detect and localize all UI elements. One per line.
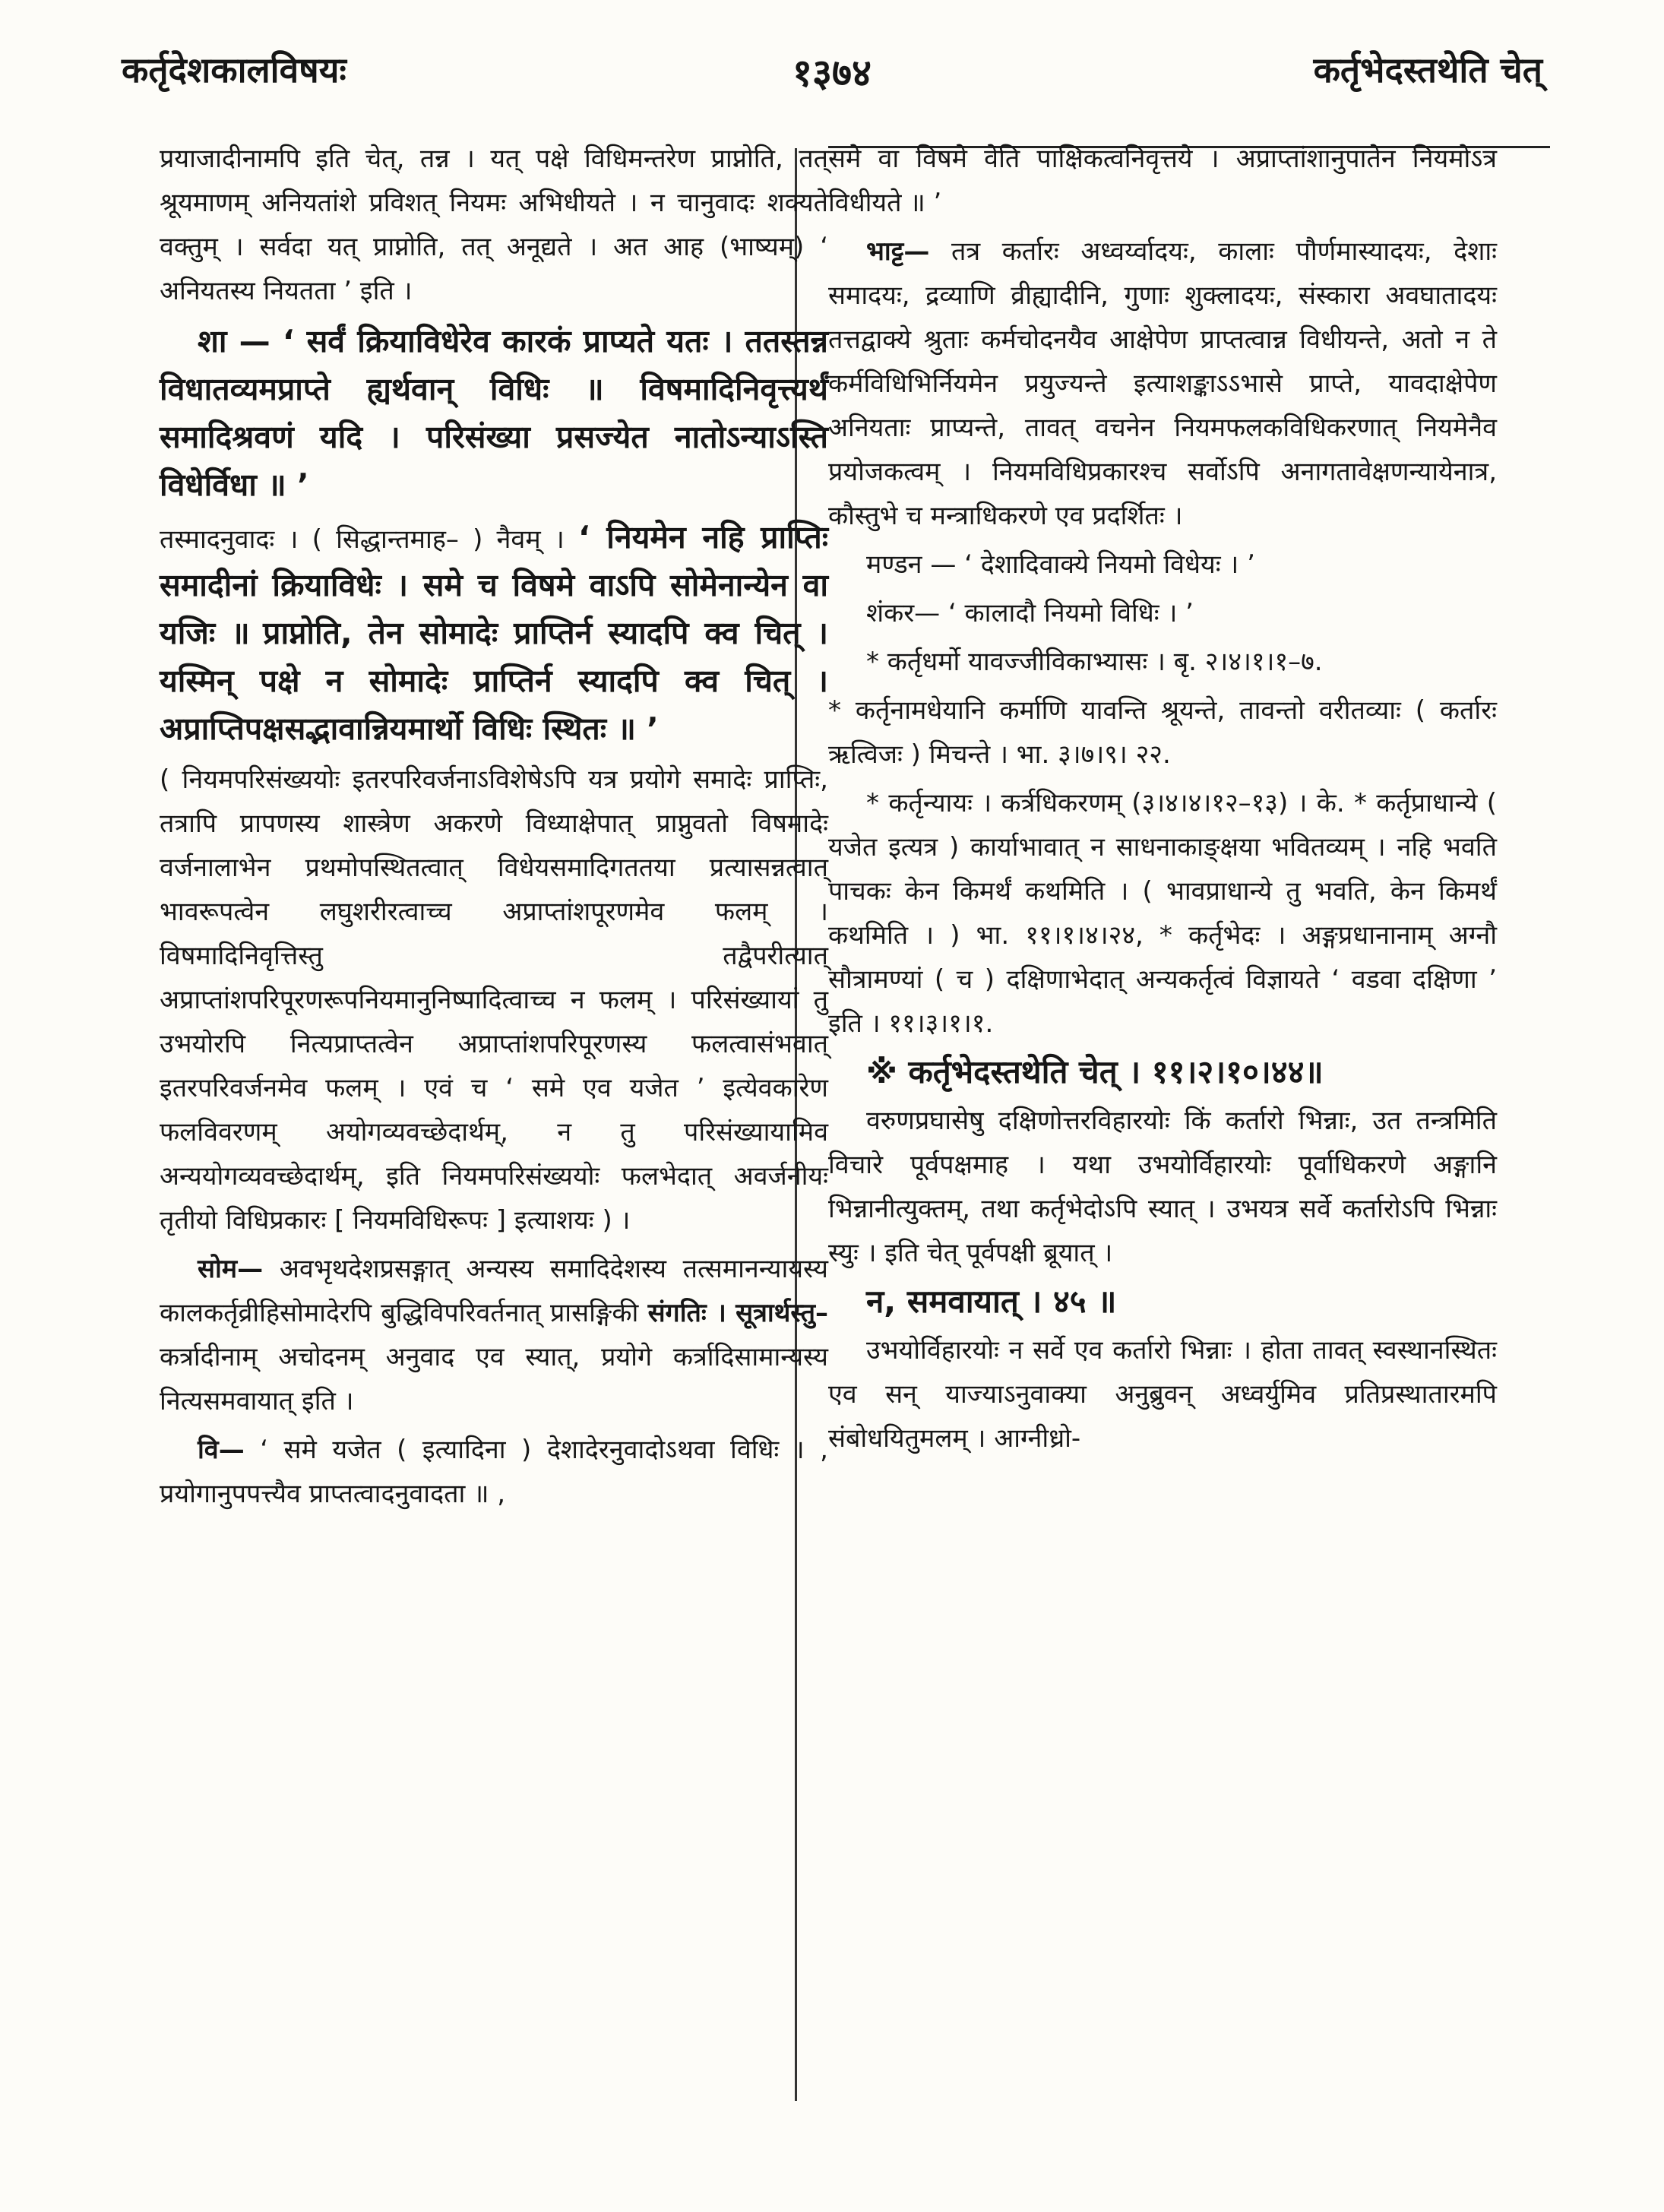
entry: * कर्तृधर्मो यावज्जीविकाभ्यासः । बृ. २।४।१।१–७.	[866, 647, 1323, 677]
verse-label: शा —	[198, 323, 270, 359]
section-label: भाट्ट—	[866, 236, 930, 267]
quote-line: मण्डन — ‘ देशादिवाक्ये नियमो विधेयः । ’	[866, 549, 1255, 580]
paragraph	[160, 1428, 828, 1516]
text-span: तस्मादनुवादः । ( सिद्धान्तमाह– ) नैवम् ।	[160, 524, 565, 555]
sutra-heading: ※ कर्तृभेदस्तथेति चेत् । ११।२।१०।४४॥	[866, 1053, 1324, 1090]
page-header	[114, 30, 1550, 114]
text-span: संगतिः ।	[647, 1298, 726, 1328]
paragraph: उभयोर्विहारयोः न सर्वे एव कर्तारो भिन्नाः । होता तावत् स्वस्थानस्थितः एव सन् याज्याऽनुवाक्या अनुब्रुवन् अध्वर्युमिव प्रतिप्रस्थातारमपि संबोधयितुमलम् । आग्नीध्रो-	[828, 1335, 1497, 1454]
verse-text: ‘ सर्वं क्रियाविधेरेव कारकं प्राप्यते यतः । ततस्तन्न विधातव्यमप्राप्ते ह्यर्थवान् विधिः ॥ विषमादिनिवृत्त्यर्थं समादिश्रवणं यदि । परिसंख्या प्रसज्येत नातोऽन्याऽस्ति विधेर्विधा ॥ ’	[160, 323, 828, 503]
text-span: अवभृथदेशप्रसङ्गात् अन्यस्य समादिदेशस्य तत्समानन्यायस्य कालकर्तृव्रीहिसोमादेरपि बुद्धिविपरिवर्तनात् प्रासङ्गिकी	[160, 1254, 828, 1328]
text-span: कर्त्रादीनाम् अचोदनम् अनुवाद एव स्यात्, प्रयोगे कर्त्रादिसामान्यस्य नित्यसमवायात् इति ।	[160, 1342, 828, 1416]
section-label: वि—	[198, 1435, 245, 1465]
text-span: ‘ समे यजेत ( इत्यादिना ) देशादेरनुवादोऽथवा विधिः । , प्रयोगानुपपत्त्यैव प्राप्तत्वादनुवादता ॥ ,	[160, 1435, 828, 1509]
right-column	[828, 137, 1497, 1465]
text-span: सूत्रार्थस्तु–	[736, 1298, 829, 1328]
verse-block	[160, 318, 828, 509]
paragraph: समे वा विषमे वेति पाक्षिकत्वनिवृत्तये । अप्राप्तांशानुपातेन नियमोऽत्र विधीयते ॥ ’	[828, 144, 1497, 218]
running-head-left: कर्तृदेशकालविषयः	[122, 49, 346, 90]
entry: * कर्तृन्यायः । कर्त्रधिकरणम् (३।४।४।१२–१३) । के. * कर्तृप्राधान्ये ( यजेत इत्यत्र ) कार्याभावात् न साधनाकाङ्क्षया भवितव्यम् । नहि भवति पाचकः केन किमर्थं कथमिति । ( भावप्राधान्ये तु भवति, केन किमर्थं कथमिति । ) भा. ११।१।४।२४, * कर्तृभेदः । अङ्गप्रधानानाम् अग्नौ सौत्रामण्यां ( च ) दक्षिणाभेदात् अन्यकर्तृत्वं विज्ञायते ‘ वडवा दक्षिणा ’ इति । ११।३।१।१.	[828, 788, 1497, 1039]
paragraph: प्रयाजादीनामपि इति चेत्, तन्न । यत् पक्षे विधिमन्तरेण प्राप्नोति, तत् श्रूयमाणम् अनियतांशे प्रविशत् नियमः अभिधीयते । न चानुवादः शक्यते वक्तुम् । सर्वदा यत् प्राप्नोति, तत् अनूद्यते । अत आह (भाष्यम्) ‘ अनियतस्य नियतता ’ इति ।	[160, 144, 828, 306]
left-column	[160, 137, 828, 1521]
paragraph	[160, 514, 828, 753]
sutra-heading: न, समवायात् । ४५ ॥	[866, 1283, 1117, 1320]
paragraph: ( नियमपरिसंख्ययोः इतरपरिवर्जनाऽविशेषेऽपि यत्र प्रयोगे समादेः प्राप्तिः, तत्रापि प्रापणस्य शास्त्रेण अकरणे विध्याक्षेपात् प्राप्नुवतो विषमादेः वर्जनालाभेन प्रथमोपस्थितत्वात् विधेयसमादिगततया प्रत्यासन्नत्वात् भावरूपत्वेन लघुशरीरत्वाच्च अप्राप्तांशपूरणमेव फलम् । विषमादिनिवृत्तिस्तु तद्वैपरीत्यात् अप्राप्तांशपरिपूरणरूपनियमानुनिष्पादित्वाच्च न फलम् । परिसंख्यायां तु उभयोरपि नित्यप्राप्तत्वेन अप्राप्तांशपरिपूरणस्य फलत्वासंभवात् इतरपरिवर्जनमेव फलम् । एवं च ‘ समे एव यजेत ’ इत्येवकारेण फलविवरणम् अयोगव्यवच्छेदार्थम्, न तु परिसंख्यायामिव अन्ययोगव्यवच्छेदार्थम्, इति नियमपरिसंख्ययोः फलभेदात् अवर्जनीयः तृतीयो विधिप्रकारः [ नियमविधिरूपः ] इत्याशयः ) ।	[160, 764, 828, 1236]
page-number: १३७४	[792, 51, 872, 95]
entry: * कर्तृनामधेयानि कर्माणि यावन्ति श्रूयन्ते, तावन्तो वरीतव्याः ( कर्तारः ऋत्विजः ) मिचन्ते । भा. ३।७।९। २२.	[828, 695, 1497, 770]
running-head-right: कर्तृभेदस्तथेति चेत्	[1313, 49, 1542, 90]
verse-text: प्राप्नोति, तेन सोमादेः प्राप्तिर्न स्यादपि क्व चित् । यस्मिन् पक्षे न सोमादेः प्राप्तिर्न स्यादपि क्व चित् । अप्राप्तिपक्षसद्भावान्नियमार्थो विधिः स्थितः ॥ ’	[160, 615, 829, 747]
section-label: सोम—	[198, 1254, 264, 1284]
paragraph: वरुणप्रघासेषु दक्षिणोत्तरविहारयोः किं कर्तारो भिन्नाः, उत तन्त्रमिति विचारे पूर्वपक्षमाह । यथा उभयोर्विहारयोः पूर्वाधिकरणे अङ्गानि भिन्नानीत्युक्तम्, तथा कर्तृभेदोऽपि स्यात् । उभयत्र सर्वे कर्तारोऽपि भिन्नाः स्युः । इति चेत् पूर्वपक्षी ब्रूयात् ।	[828, 1106, 1497, 1268]
paragraph	[160, 1247, 828, 1423]
text-span: तत्र कर्तारः अध्वर्य्वादयः, कालाः पौर्णमास्यादयः, देशाः समादयः, द्रव्याणि व्रीह्यादीनि, गुणाः शुक्लादयः, संस्कारा अवघातादयः तत्तद्वाक्ये श्रुताः कर्मचोदनयैव आक्षेपेण प्राप्तत्वान्न विधीयन्ते, अतो न ते कर्मविधिभिर्नियमेन प्रयुज्यन्ते इत्याशङ्काऽऽभासे प्राप्ते, यावदाक्षेपेण अनियताः प्राप्यन्ते, तावत् वचनेन नियमफलकविधिकरणात् नियमेनैव प्रयोजकत्वम् । नियमविधिप्रकारश्च सर्वोऽपि अनागतावेक्षणन्यायेनात्र, कौस्तुभे च मन्त्राधिकरणे एव प्रदर्शितः ।	[828, 236, 1498, 531]
verse-text: ‘ नियमेन नहि प्राप्तिः समादीनां क्रियाविधेः । समे च विषमे वाऽपि सोमेनान्येन वा यजिः ॥	[160, 519, 828, 651]
paragraph	[828, 229, 1497, 538]
quote-line: शंकर— ‘ कालादौ नियमो विधिः । ’	[866, 598, 1194, 628]
